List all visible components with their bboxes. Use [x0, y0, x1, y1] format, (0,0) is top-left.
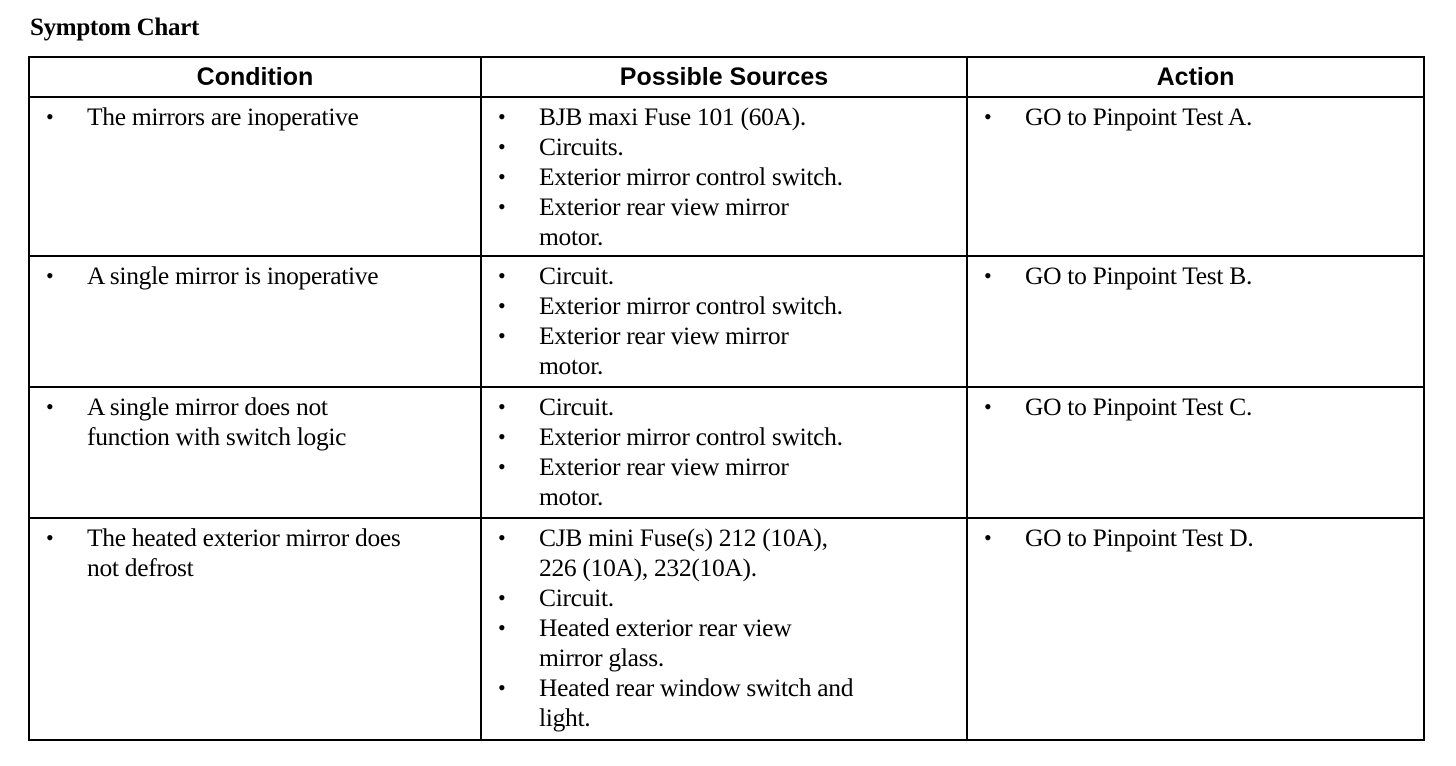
list-item: [482, 673, 966, 733]
list-item: [30, 392, 480, 452]
list-item: [482, 583, 966, 613]
item-text: The heated exterior mirror does not defrost: [87, 523, 401, 582]
header-possible-sources: Possible Sources: [481, 57, 967, 97]
item-text: Exterior mirror control switch.: [539, 291, 843, 320]
list-item: [482, 291, 966, 321]
bullet-icon: •: [984, 263, 992, 288]
bullet-icon: •: [498, 585, 506, 610]
bullet-icon: •: [46, 525, 54, 550]
bullet-icon: •: [498, 164, 506, 189]
possible-sources-cell: [481, 518, 967, 740]
list-item: [968, 102, 1423, 132]
bullet-icon: •: [498, 615, 506, 640]
action-cell: [967, 387, 1424, 518]
list-item: [968, 261, 1423, 291]
item-text: Circuit.: [539, 261, 614, 290]
item-text: Circuits.: [539, 132, 624, 161]
bullet-icon: •: [498, 424, 506, 449]
item-text: Exterior rear view mirror motor.: [539, 321, 789, 380]
list-item: [968, 523, 1423, 553]
item-text: Circuit.: [539, 392, 614, 421]
list-item: [482, 162, 966, 192]
table-row: [29, 256, 1424, 387]
list-item: [482, 192, 966, 252]
item-text: Exterior rear view mirror motor.: [539, 452, 789, 511]
item-text: GO to Pinpoint Test D.: [1025, 523, 1254, 552]
item-text: GO to Pinpoint Test B.: [1025, 261, 1253, 290]
item-text: GO to Pinpoint Test C.: [1025, 392, 1253, 421]
item-text: Exterior rear view mirror motor.: [539, 192, 789, 251]
list-item: [482, 452, 966, 512]
list-item: [30, 523, 480, 583]
item-text: BJB maxi Fuse 101 (60A).: [539, 102, 806, 131]
item-text: Heated rear window switch and light.: [539, 673, 854, 732]
table-header-row: [29, 57, 1424, 97]
list-item: [30, 102, 480, 132]
item-text: Circuit.: [539, 583, 614, 612]
header-action: Action: [967, 57, 1424, 97]
condition-cell: [29, 256, 481, 387]
list-item: [968, 392, 1423, 422]
action-cell: [967, 518, 1424, 740]
list-item: [482, 523, 966, 583]
bullet-icon: •: [498, 263, 506, 288]
bullet-icon: •: [498, 323, 506, 348]
possible-sources-cell: [481, 256, 967, 387]
list-item: [482, 613, 966, 673]
bullet-icon: •: [498, 134, 506, 159]
table-row: [29, 387, 1424, 518]
item-text: The mirrors are inoperative: [87, 102, 359, 131]
bullet-icon: •: [984, 394, 992, 419]
bullet-icon: •: [498, 675, 506, 700]
item-text: CJB mini Fuse(s) 212 (10A), 226 (10A), 232(10A).: [539, 523, 828, 582]
bullet-icon: •: [46, 263, 54, 288]
condition-cell: [29, 387, 481, 518]
action-cell: [967, 256, 1424, 387]
possible-sources-cell: [481, 97, 967, 256]
list-item: [482, 261, 966, 291]
item-text: A single mirror does not function with switch logic: [87, 392, 347, 451]
bullet-icon: •: [46, 104, 54, 129]
bullet-icon: •: [498, 194, 506, 219]
item-text: Exterior mirror control switch.: [539, 422, 843, 451]
list-item: [482, 392, 966, 422]
table-row: [29, 97, 1424, 256]
item-text: Exterior mirror control switch.: [539, 162, 843, 191]
bullet-icon: •: [984, 104, 992, 129]
bullet-icon: •: [498, 394, 506, 419]
bullet-icon: •: [498, 525, 506, 550]
item-text: GO to Pinpoint Test A.: [1025, 102, 1253, 131]
list-item: [482, 102, 966, 132]
condition-cell: [29, 97, 481, 256]
list-item: [482, 422, 966, 452]
symptom-chart-table: [28, 56, 1425, 741]
bullet-icon: •: [984, 525, 992, 550]
bullet-icon: •: [46, 394, 54, 419]
table-row: [29, 518, 1424, 740]
item-text: Heated exterior rear view mirror glass.: [539, 613, 792, 672]
item-text: A single mirror is inoperative: [87, 261, 379, 290]
condition-cell: [29, 518, 481, 740]
header-condition: Condition: [29, 57, 481, 97]
bullet-icon: •: [498, 454, 506, 479]
bullet-icon: •: [498, 293, 506, 318]
list-item: [30, 261, 480, 291]
list-item: [482, 321, 966, 381]
list-item: [482, 132, 966, 162]
possible-sources-cell: [481, 387, 967, 518]
action-cell: [967, 97, 1424, 256]
page-title: Symptom Chart: [30, 14, 200, 41]
bullet-icon: •: [498, 104, 506, 129]
